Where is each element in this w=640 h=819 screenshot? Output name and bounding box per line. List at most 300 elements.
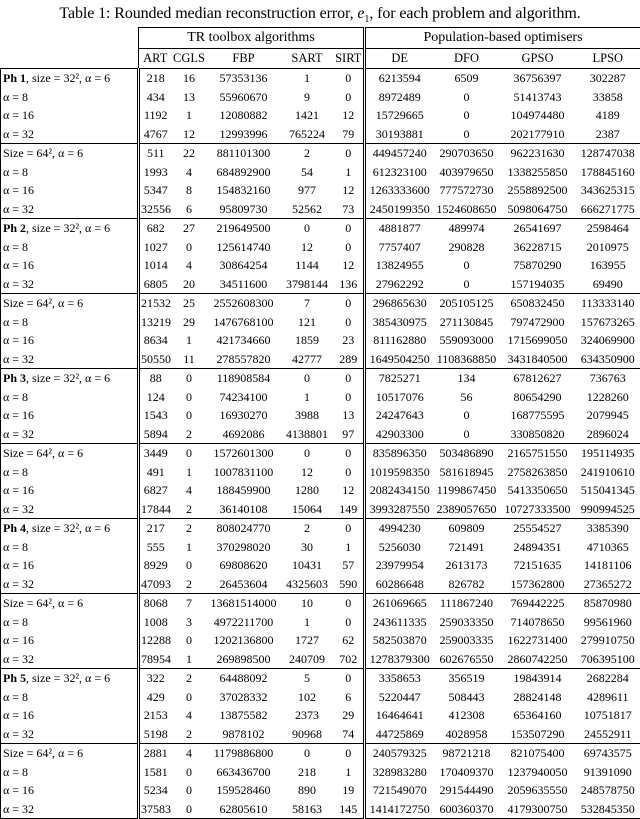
cell-dfo: 609809 [434, 519, 500, 538]
row-label-text: α = 16 [3, 783, 34, 797]
cell-sirt: 97 [334, 425, 365, 444]
cell-art: 322 [139, 669, 172, 688]
cell-cgls: 0 [172, 800, 207, 819]
cell-sart: 4325603 [281, 575, 334, 594]
cell-art: 8929 [139, 556, 172, 575]
cell-lpso: 532845350 [576, 800, 640, 819]
cell-dfo: 98721218 [434, 744, 500, 763]
table-row [1, 669, 640, 688]
cell-sart: 3798144 [281, 275, 334, 294]
cell-art: 1027 [139, 238, 172, 257]
cell-dfo: 170409370 [434, 763, 500, 782]
cell-sirt: 289 [334, 350, 365, 369]
row-label-text: α = 32 [3, 502, 34, 516]
cell-de: 612323100 [365, 163, 434, 182]
cell-cgls: 6 [172, 200, 207, 219]
row-label-text: α = 32 [3, 577, 34, 591]
cell-sirt: 13 [334, 406, 365, 425]
row-label-text: α = 8 [3, 165, 28, 179]
cell-fbp: 188459900 [207, 481, 281, 500]
cell-gpso: 4179300750 [500, 800, 576, 819]
cell-cgls: 20 [172, 275, 207, 294]
row-label-text: α = 16 [3, 183, 34, 197]
cell-sirt: 0 [334, 294, 365, 313]
cell-lpso: 85870980 [576, 594, 640, 613]
cell-art: 491 [139, 463, 172, 482]
row-label-text: α = 32 [3, 727, 34, 741]
row-label [1, 500, 139, 519]
table-row [1, 350, 640, 369]
cell-dfo: 777572730 [434, 181, 500, 200]
cell-sart: 2373 [281, 706, 334, 725]
cell-lpso: 163955 [576, 256, 640, 275]
table-row [1, 444, 640, 463]
cell-cgls: 1 [172, 106, 207, 125]
cell-de: 449457240 [365, 144, 434, 163]
cell-dfo: 291544490 [434, 781, 500, 800]
cell-lpso: 14181106 [576, 556, 640, 575]
cell-lpso: 343625315 [576, 181, 640, 200]
cell-dfo: 1108368850 [434, 350, 500, 369]
phantom-label: Ph 3 [3, 371, 26, 385]
cell-gpso: 10727333500 [500, 500, 576, 519]
cell-gpso: 24894351 [500, 538, 576, 557]
cell-gpso: 36228715 [500, 238, 576, 257]
table-row [1, 369, 640, 388]
row-label-text: α = 32 [3, 202, 34, 216]
row-label [1, 519, 139, 538]
cell-gpso: 2558892500 [500, 181, 576, 200]
cell-sirt: 0 [334, 219, 365, 238]
column-header-art: ART [139, 49, 172, 69]
table-row [1, 331, 640, 350]
cell-lpso: 990994525 [576, 500, 640, 519]
table-row [1, 800, 640, 819]
row-label [1, 144, 139, 163]
cell-dfo: 826782 [434, 575, 500, 594]
row-label-text: , size = 32², α = 6 [26, 71, 110, 85]
cell-fbp: 421734660 [207, 331, 281, 350]
caption-symbol: e [357, 5, 364, 22]
cell-sart: 0 [281, 744, 334, 763]
cell-art: 8068 [139, 594, 172, 613]
cell-sart: 0 [281, 444, 334, 463]
cell-sart: 2 [281, 144, 334, 163]
cell-gpso: 1715699050 [500, 331, 576, 350]
cell-sart: 0 [281, 369, 334, 388]
cell-sart: 121 [281, 313, 334, 332]
cell-sirt: 19 [334, 781, 365, 800]
cell-fbp: 12993996 [207, 125, 281, 144]
cell-sart: 7 [281, 294, 334, 313]
cell-sart: 1 [281, 69, 334, 88]
cell-art: 5894 [139, 425, 172, 444]
cell-gpso: 19843914 [500, 669, 576, 688]
cell-de: 60286648 [365, 575, 434, 594]
cell-cgls: 1 [172, 538, 207, 557]
row-label-text: , size = 32², α = 6 [26, 221, 110, 235]
cell-de: 6213594 [365, 69, 434, 88]
row-label-text: α = 16 [3, 633, 34, 647]
cell-art: 217 [139, 519, 172, 538]
cell-gpso: 2059635550 [500, 781, 576, 800]
row-label-text: α = 16 [3, 408, 34, 422]
cell-sart: 52562 [281, 200, 334, 219]
cell-sart: 30 [281, 538, 334, 557]
cell-lpso: 2387 [576, 125, 640, 144]
cell-fbp: 13875582 [207, 706, 281, 725]
cell-sart: 1 [281, 613, 334, 632]
cell-fbp: 64488092 [207, 669, 281, 688]
phantom-label: Ph 2 [3, 221, 26, 235]
cell-cgls: 4 [172, 706, 207, 725]
cell-gpso: 75870290 [500, 256, 576, 275]
cell-lpso: 2010975 [576, 238, 640, 257]
cell-gpso: 1338255850 [500, 163, 576, 182]
cell-sirt: 12 [334, 181, 365, 200]
cell-de: 15729665 [365, 106, 434, 125]
cell-cgls: 12 [172, 125, 207, 144]
cell-fbp: 37028332 [207, 688, 281, 707]
table-row [1, 275, 640, 294]
cell-lpso: 1228260 [576, 388, 640, 407]
cell-fbp: 4972211700 [207, 613, 281, 632]
table-row [1, 500, 640, 519]
table-row [1, 200, 640, 219]
cell-de: 721549070 [365, 781, 434, 800]
cell-sirt: 23 [334, 331, 365, 350]
cell-art: 3449 [139, 444, 172, 463]
cell-cgls: 0 [172, 556, 207, 575]
table-row [1, 481, 640, 500]
cell-fbp: 154832160 [207, 181, 281, 200]
cell-lpso: 634350900 [576, 350, 640, 369]
cell-art: 555 [139, 538, 172, 557]
cell-de: 8972489 [365, 88, 434, 107]
cell-art: 17844 [139, 500, 172, 519]
cell-de: 328983280 [365, 763, 434, 782]
cell-lpso: 2896024 [576, 425, 640, 444]
row-label [1, 238, 139, 257]
cell-sirt: 74 [334, 725, 365, 744]
cell-sart: 90968 [281, 725, 334, 744]
cell-sirt: 0 [334, 144, 365, 163]
cell-art: 32556 [139, 200, 172, 219]
table-row [1, 463, 640, 482]
cell-lpso: 3385390 [576, 519, 640, 538]
cell-gpso: 2758263850 [500, 463, 576, 482]
row-label-text: α = 16 [3, 333, 34, 347]
cell-de: 835896350 [365, 444, 434, 463]
row-label-text: α = 16 [3, 483, 34, 497]
cell-cgls: 13 [172, 88, 207, 107]
cell-sirt: 145 [334, 800, 365, 819]
cell-fbp: 57353136 [207, 69, 281, 88]
cell-de: 5256030 [365, 538, 434, 557]
cell-art: 429 [139, 688, 172, 707]
cell-gpso: 797472900 [500, 313, 576, 332]
cell-art: 434 [139, 88, 172, 107]
table-row [1, 144, 640, 163]
cell-gpso: 157362800 [500, 575, 576, 594]
cell-art: 4767 [139, 125, 172, 144]
cell-sart: 890 [281, 781, 334, 800]
row-label [1, 800, 139, 819]
row-label-text: Size = 64², α = 6 [3, 596, 83, 610]
cell-art: 1192 [139, 106, 172, 125]
cell-de: 7825271 [365, 369, 434, 388]
cell-de: 23979954 [365, 556, 434, 575]
row-label [1, 275, 139, 294]
cell-art: 124 [139, 388, 172, 407]
cell-sart: 15064 [281, 500, 334, 519]
cell-lpso: 128747038 [576, 144, 640, 163]
cell-cgls: 2 [172, 575, 207, 594]
cell-de: 296865630 [365, 294, 434, 313]
cell-fbp: 74234100 [207, 388, 281, 407]
row-label [1, 125, 139, 144]
row-label [1, 725, 139, 744]
cell-lpso: 33858 [576, 88, 640, 107]
cell-cgls: 11 [172, 350, 207, 369]
cell-lpso: 515041345 [576, 481, 640, 500]
cell-art: 13219 [139, 313, 172, 332]
cell-lpso: 24552911 [576, 725, 640, 744]
cell-lpso: 69743575 [576, 744, 640, 763]
cell-dfo: 134 [434, 369, 500, 388]
cell-lpso: 241910610 [576, 463, 640, 482]
cell-cgls: 25 [172, 294, 207, 313]
cell-dfo: 2613173 [434, 556, 500, 575]
cell-gpso: 1237940050 [500, 763, 576, 782]
table-row [1, 181, 640, 200]
row-label-text: Size = 64², α = 6 [3, 446, 83, 460]
row-label [1, 256, 139, 275]
cell-gpso: 962231630 [500, 144, 576, 163]
cell-de: 1649504250 [365, 350, 434, 369]
cell-cgls: 0 [172, 763, 207, 782]
cell-sart: 2 [281, 519, 334, 538]
row-label [1, 744, 139, 763]
row-label-text: , size = 32², α = 6 [26, 521, 110, 535]
row-label [1, 481, 139, 500]
table-row [1, 294, 640, 313]
cell-cgls: 1 [172, 331, 207, 350]
cell-cgls: 22 [172, 144, 207, 163]
row-label [1, 69, 139, 88]
table-row [1, 725, 640, 744]
cell-lpso: 736763 [576, 369, 640, 388]
cell-gpso: 104974480 [500, 106, 576, 125]
cell-lpso: 324069900 [576, 331, 640, 350]
cell-de: 4994230 [365, 519, 434, 538]
table-row [1, 575, 640, 594]
cell-dfo: 602676550 [434, 650, 500, 669]
column-header-sirt: SIRT [334, 49, 365, 69]
cell-sirt: 702 [334, 650, 365, 669]
cell-sirt: 79 [334, 125, 365, 144]
cell-sirt: 136 [334, 275, 365, 294]
cell-sart: 4138801 [281, 425, 334, 444]
cell-gpso: 2860742250 [500, 650, 576, 669]
cell-art: 12288 [139, 631, 172, 650]
cell-dfo: 56 [434, 388, 500, 407]
row-label [1, 88, 139, 107]
row-label [1, 388, 139, 407]
cell-cgls: 4 [172, 163, 207, 182]
cell-art: 1581 [139, 763, 172, 782]
cell-fbp: 808024770 [207, 519, 281, 538]
cell-de: 44725869 [365, 725, 434, 744]
cell-art: 47093 [139, 575, 172, 594]
row-label-text: α = 32 [3, 802, 34, 816]
cell-sirt: 6 [334, 688, 365, 707]
cell-dfo: 356519 [434, 669, 500, 688]
cell-fbp: 12080882 [207, 106, 281, 125]
group-header-population: Population-based optimisers [365, 28, 640, 49]
cell-fbp: 69808620 [207, 556, 281, 575]
table-row [1, 538, 640, 557]
cell-lpso: 113333140 [576, 294, 640, 313]
cell-de: 4881877 [365, 219, 434, 238]
cell-lpso: 195114935 [576, 444, 640, 463]
cell-fbp: 269898500 [207, 650, 281, 669]
cell-dfo: 559093000 [434, 331, 500, 350]
cell-sirt: 12 [334, 481, 365, 500]
cell-de: 24247643 [365, 406, 434, 425]
row-label-text: α = 8 [3, 465, 28, 479]
table-row [1, 69, 640, 88]
cell-sirt: 0 [334, 744, 365, 763]
cell-dfo: 0 [434, 256, 500, 275]
table-row [1, 406, 640, 425]
column-header-fbp: FBP [207, 49, 281, 69]
cell-cgls: 0 [172, 631, 207, 650]
table-row [1, 256, 640, 275]
cell-fbp: 219649500 [207, 219, 281, 238]
cell-gpso: 28824148 [500, 688, 576, 707]
cell-sirt: 0 [334, 463, 365, 482]
cell-sart: 1 [281, 388, 334, 407]
table-caption: Table 1: Rounded median reconstruction error, $e_1$, for each problem and algorithm. [0, 0, 640, 27]
row-label [1, 106, 139, 125]
cell-de: 582503870 [365, 631, 434, 650]
cell-de: 10517076 [365, 388, 434, 407]
cell-gpso: 650832450 [500, 294, 576, 313]
column-header-gpso: GPSO [500, 49, 576, 69]
row-label [1, 200, 139, 219]
cell-cgls: 27 [172, 219, 207, 238]
cell-art: 78954 [139, 650, 172, 669]
row-label [1, 181, 139, 200]
cell-sirt: 0 [334, 519, 365, 538]
cell-fbp: 159528460 [207, 781, 281, 800]
cell-lpso: 178845160 [576, 163, 640, 182]
cell-dfo: 6509 [434, 69, 500, 88]
cell-art: 2153 [139, 706, 172, 725]
cell-art: 6805 [139, 275, 172, 294]
cell-lpso: 302287 [576, 69, 640, 88]
table-row [1, 744, 640, 763]
table-row [1, 313, 640, 332]
cell-art: 8634 [139, 331, 172, 350]
cell-cgls: 2 [172, 500, 207, 519]
cell-sirt: 0 [334, 613, 365, 632]
cell-sart: 42777 [281, 350, 334, 369]
row-label [1, 294, 139, 313]
cell-sirt: 57 [334, 556, 365, 575]
cell-cgls: 29 [172, 313, 207, 332]
cell-de: 30193881 [365, 125, 434, 144]
row-label [1, 369, 139, 388]
cell-fbp: 36140108 [207, 500, 281, 519]
cell-fbp: 26453604 [207, 575, 281, 594]
cell-sirt: 12 [334, 256, 365, 275]
cell-de: 240579325 [365, 744, 434, 763]
results-table [0, 27, 640, 819]
cell-fbp: 881101300 [207, 144, 281, 163]
cell-gpso: 25554527 [500, 519, 576, 538]
row-label-text: Size = 64², α = 6 [3, 146, 83, 160]
row-label [1, 631, 139, 650]
cell-dfo: 0 [434, 125, 500, 144]
cell-sirt: 73 [334, 200, 365, 219]
cell-art: 2881 [139, 744, 172, 763]
cell-dfo: 0 [434, 88, 500, 107]
row-label [1, 163, 139, 182]
cell-sirt: 0 [334, 388, 365, 407]
table-row [1, 106, 640, 125]
row-label [1, 463, 139, 482]
cell-sirt: 1 [334, 163, 365, 182]
cell-art: 88 [139, 369, 172, 388]
cell-cgls: 8 [172, 181, 207, 200]
cell-cgls: 3 [172, 613, 207, 632]
cell-dfo: 111867240 [434, 594, 500, 613]
cell-gpso: 80654290 [500, 388, 576, 407]
cell-dfo: 489974 [434, 219, 500, 238]
cell-art: 1993 [139, 163, 172, 182]
cell-sirt: 0 [334, 313, 365, 332]
row-label-text: α = 16 [3, 558, 34, 572]
cell-sirt: 1 [334, 763, 365, 782]
cell-de: 385430975 [365, 313, 434, 332]
cell-gpso: 65364160 [500, 706, 576, 725]
cell-art: 511 [139, 144, 172, 163]
row-label-text: α = 8 [3, 240, 28, 254]
row-label [1, 425, 139, 444]
cell-cgls: 1 [172, 463, 207, 482]
cell-sart: 977 [281, 181, 334, 200]
table-row [1, 763, 640, 782]
cell-sart: 10431 [281, 556, 334, 575]
row-label-text: α = 16 [3, 258, 34, 272]
cell-de: 42903300 [365, 425, 434, 444]
cell-gpso: 5098064750 [500, 200, 576, 219]
cell-lpso: 666271775 [576, 200, 640, 219]
cell-sirt: 0 [334, 88, 365, 107]
table-row [1, 388, 640, 407]
cell-dfo: 4028958 [434, 725, 500, 744]
cell-cgls: 0 [172, 369, 207, 388]
table-row [1, 219, 640, 238]
row-label [1, 781, 139, 800]
cell-cgls: 0 [172, 444, 207, 463]
cell-lpso: 4289611 [576, 688, 640, 707]
cell-sart: 102 [281, 688, 334, 707]
cell-cgls: 0 [172, 688, 207, 707]
row-label-text: Size = 64², α = 6 [3, 746, 83, 760]
